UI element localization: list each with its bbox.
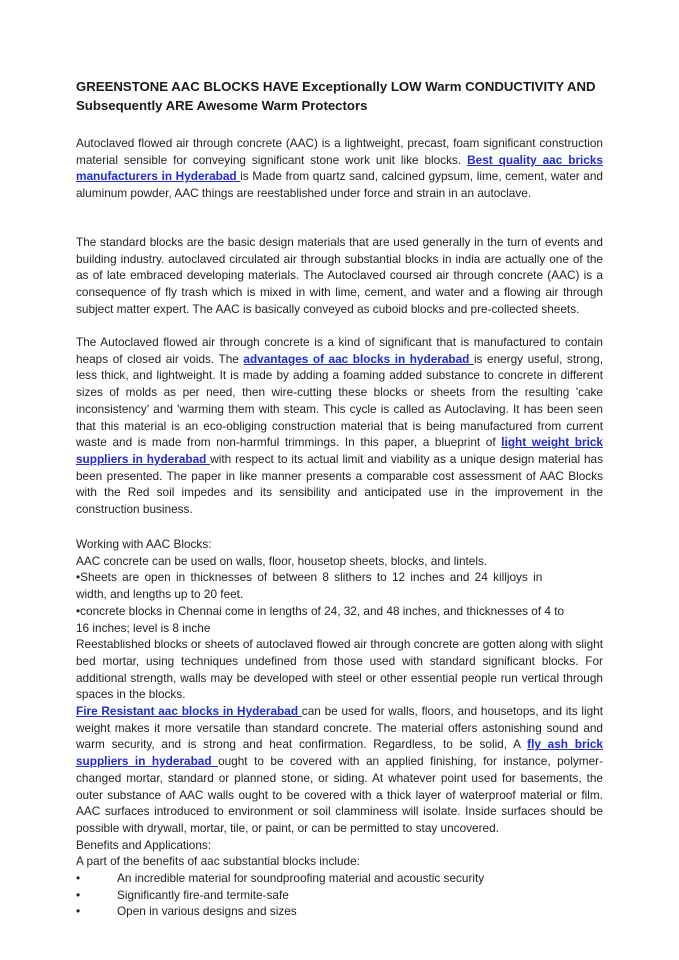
- text: •concrete blocks in Chennai come in lengths of 24, 32, and 48 inches, and thicknesses of 4 to: [76, 603, 565, 618]
- text: AAC concrete can be used on walls, floor, housetop sheets, blocks, and lintels.: [76, 553, 488, 568]
- link-best-quality-aac-bricks[interactable]: Best quality aac bricks manufacturers in Hyderabad: [76, 152, 603, 184]
- list-item: [76, 870, 603, 887]
- text: A part of the benefits of aac substantial blocks include:: [76, 854, 360, 869]
- text: ought to be covered with an applied finishing, for instance, polymer-changed mortar, standard or planned stone, or siding. At whatever point used for basements, the outer substance of AAC walls ought to be covered with a thick layer of waterproof material or film. AAC surfaces introduced to environment or soil clamminess will isolate. Inside surfaces should be possible with drywall, mortar, tile, or paint, or can be permitted to stay uncovered.: [76, 754, 603, 835]
- text: is energy useful, strong, less thick, and lightweight. It is made by adding a foaming added substance to concrete in different sizes of molds as per need, then wire-cutting these blocks or sheets from the resulting 'cake inconsistency' and 'warming them with steam. This cycle is called as Autoclaving. It has been seen that this material is an eco-obliging construction material that is being manufactured from current waste and is made from non-harmful trimmings. In this paper, a blueprint of: [76, 351, 603, 450]
- text: Reestablished blocks or sheets of autoclaved flowed air through concrete are gotten along with slight bed mortar, using techniques undefined from those used with standard significant blocks. For additional strength, walls may be developed with steel or other essential people run vertical through spaces in the blocks.: [76, 637, 603, 702]
- text: Significantly fire-and termite-safe: [117, 887, 289, 902]
- document-title: GREENSTONE AAC BLOCKS HAVE Exceptionally LOW Warm CONDUCTIVITY AND Subsequently ARE Awesome Warm Protectors: [76, 79, 596, 113]
- section-working: [76, 536, 603, 920]
- paragraph-standard-blocks: The standard blocks are the basic design materials that are used generally in the turn of events and building industry. autoclaved circulated air through substantial blocks in india are actually one of the as of late embraced developing materials. The Autoclaved coursed air through concrete (AAC) is a consequence of fly trash which is mixed in with lime, cement, and water and a flowing air through subject matter expert. The AAC is basically conveyed as cuboid blocks and pre-collected sheets.: [76, 235, 603, 316]
- paragraph-fire-resistant: [76, 703, 603, 837]
- paragraph-autoclaved: [76, 334, 603, 518]
- link-light-weight-brick-suppliers[interactable]: light weight brick suppliers in hyderabad: [76, 435, 603, 466]
- link-advantages-aac-blocks[interactable]: advantages of aac blocks in hyderabad: [243, 351, 474, 366]
- paragraph-intro: [76, 135, 603, 202]
- bullet-icon: •: [76, 871, 81, 886]
- text: An incredible material for soundproofing material and acoustic security: [117, 871, 485, 886]
- list-item: [76, 903, 603, 920]
- list-item: [76, 887, 603, 904]
- bullet-icon: •: [76, 887, 81, 902]
- text: is Made from quartz sand, calcined gypsum, lime, cement, water and aluminum powder, AAC things are reestablished under force and strain in an autoclave.: [76, 169, 603, 201]
- text: The Autoclaved flowed air through concrete is a kind of significant that is manufactured to contain heaps of closed air voids. The: [76, 335, 603, 366]
- text: Autoclaved flowed air through concrete (AAC) is a lightweight, precast, foam significant construction material sensible for conveying significant stone work unit like blocks.: [76, 136, 603, 167]
- benefits-list: [76, 870, 603, 920]
- text: •Sheets are open in thicknesses of between 8 slithers to 12 inches and 24 killjoys in: [76, 570, 543, 585]
- link-fly-ash-brick-suppliers[interactable]: fly ash brick suppliers in hyderabad: [76, 737, 603, 769]
- bullet-icon: •: [76, 904, 81, 919]
- text: Open in various designs and sizes: [117, 904, 297, 919]
- text: width, and lengths up to 20 feet.: [76, 587, 244, 602]
- section-heading: Benefits and Applications:: [76, 837, 212, 852]
- text: 16 inches; level is 8 inche: [76, 620, 211, 635]
- link-fire-resistant-aac-blocks[interactable]: Fire Resistant aac blocks in Hyderabad: [76, 704, 302, 719]
- text: can be used for walls, floors, and housetops, and its light weight makes it more versatile than standard concrete. The material offers astonishing sound and warm security, and is strong and heat confirmation. Regardless, to be solid, A: [76, 704, 603, 752]
- text: with respect to its actual limit and viability as a unique design material has been presented. The paper in like manner presents a comparable cost assessment of AAC Blocks with the Red soil impedes and its sensibility and anticipated use in the improvement in the construction business.: [76, 451, 604, 517]
- section-heading: Working with AAC Blocks:: [76, 537, 212, 551]
